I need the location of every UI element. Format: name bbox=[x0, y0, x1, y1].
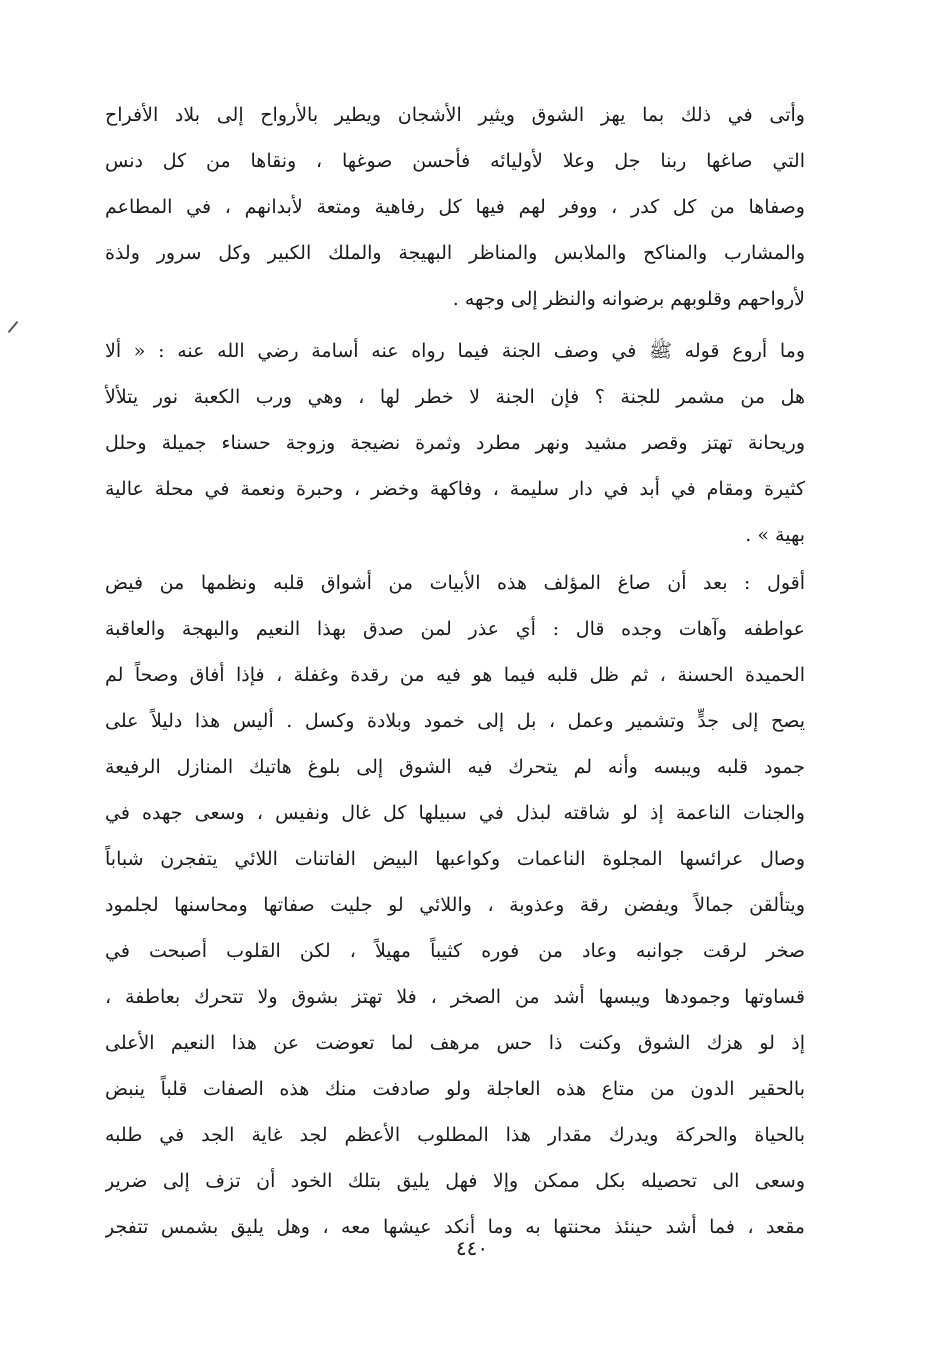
text-line: وأتى في ذلك بما يهز الشوق ويثير الأشجان ويطير بالأرواح إلى بلاد الأفراح bbox=[105, 104, 805, 126]
text-line: التي صاغها ربنا جل وعلا لأوليائه فأحسن صوغها ، ونقاها من كل دنس bbox=[105, 150, 805, 172]
text-line: وما أروع قوله ﷺ في وصف الجنة فيما رواه عنه أسامة رضي الله عنه : « ألا bbox=[105, 340, 805, 362]
text-line: بالحقير الدون من متاع هذه العاجلة ولو صادفت منك هذه الصفات قلباً ينبض bbox=[105, 1078, 805, 1100]
text-line: يصح إلى جدٍّ وتشمير وعمل ، بل إلى خمود وبلادة وكسل . أليس هذا دليلاً على bbox=[105, 710, 805, 732]
text-line: لأرواحهم وقلوبهم برضوانه والنظر إلى وجهه . bbox=[452, 288, 805, 310]
text-line: وصال عرائسها المجلوة الناعمات وكواعبها البيض الفاتنات اللائي يتفجرن شباباً bbox=[105, 848, 805, 870]
margin-pencil-mark bbox=[8, 321, 19, 333]
text-line: والجنات الناعمة إذ لو شاقته لبذل في سبيلها كل غال ونفيس ، وسعى جهده في bbox=[105, 802, 805, 824]
text-line: جمود قلبه ويبسه وأنه لم يتحرك فيه الشوق إلى بلوغ هاتيك المنازل الرفيعة bbox=[105, 756, 805, 778]
text-line: وصفاها من كل كدر ، ووفر لهم فيها كل رفاهية ومتعة لأبدانهم ، في المطاعم bbox=[105, 196, 805, 218]
text-line: ويتألقن جمالاً ويفضن رقة وعذوبة ، واللائي لو جليت صفاتها ومحاسنها لجلمود bbox=[105, 894, 805, 916]
text-line: مقعد ، فما أشد حينئذ محنتها به وما أنكد عيشها معه ، وهل يليق بشمس تتفجر bbox=[105, 1216, 805, 1238]
text-line: كثيرة ومقام في أبد في دار سليمة ، وفاكهة وخضر ، وحبرة ونعمة في محلة عالية bbox=[105, 478, 805, 500]
text-line: بهية » . bbox=[745, 524, 805, 546]
text-line: والمشارب والمناكح والملابس والمناظر البهيجة والملك الكبير وكل سرور ولذة bbox=[105, 242, 805, 264]
paragraph-commentary bbox=[105, 560, 805, 1250]
text-line: أقول : بعد أن صاغ المؤلف هذه الأبيات من أشواق قلبه ونظمها من فيض bbox=[105, 572, 805, 594]
text-line: هل من مشمر للجنة ؟ فإن الجنة لا خطر لها ، وهي ورب الكعبة نور يتلألأ bbox=[105, 386, 805, 408]
paragraph-hadith-quote bbox=[105, 328, 805, 558]
text-line: قساوتها وجمودها ويبسها أشد من الصخر ، فلا تهتز بشوق ولا تتحرك بعاطفة ، bbox=[105, 986, 805, 1008]
text-line: وسعى الى تحصيله بكل ممكن وإلا فهل يليق بتلك الخود أن تزف إلى ضرير bbox=[105, 1170, 805, 1192]
text-line: بالحياة والحركة ويدرك مقدار هذا المطلوب الأعظم لجد غاية الجد في طلبه bbox=[105, 1124, 805, 1146]
text-line: وريحانة تهتز وقصر مشيد ونهر مطرد وثمرة نضيجة وزوجة حسناء جميلة وحلل bbox=[105, 432, 805, 454]
text-line: الحميدة الحسنة ، ثم ظل قلبه فيما هو فيه من رقدة وغفلة ، فإذا أفاق وصحاً لم bbox=[105, 664, 805, 686]
text-line: صخر لرقت جوانبه وعاد من فوره كثيباً مهيلاً ، لكن القلوب أصبحت في bbox=[105, 940, 805, 962]
page-number: ٤٤٠ bbox=[455, 1236, 489, 1260]
paragraph-paradise-description bbox=[105, 92, 805, 322]
text-line: إذ لو هزك الشوق وكنت ذا حس مرهف لما تعوضت عن هذا النعيم الأعلى bbox=[105, 1032, 805, 1054]
text-line: عواطفه وآهات وجده قال : أي عذر لمن صدق بهذا النعيم والبهجة والعاقبة bbox=[105, 618, 805, 640]
